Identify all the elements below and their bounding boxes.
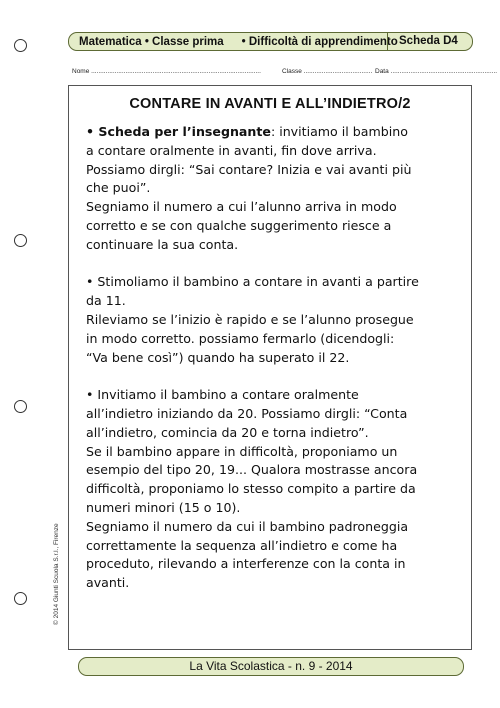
paragraph-2 [86, 273, 466, 367]
text-line: “Va bene così”) quando ha superato il 22. [86, 349, 350, 365]
text-line: Segniamo il numero a cui l’alunno arriva in modo [86, 199, 397, 215]
paragraph-1 [86, 123, 466, 255]
binder-hole [14, 592, 27, 605]
text-line: all’indietro iniziando da 20. Possiamo dirgli: “Conta [86, 405, 408, 421]
text-line: corretto e se con qualche suggerimento riesce a [86, 217, 392, 233]
text-line: • Stimoliamo il bambino a contare in avanti a partire [86, 274, 419, 290]
page-title: CONTARE IN AVANTI E ALL’INDIETRO/2 [129, 96, 411, 112]
footer-bar: La Vita Scolastica - n. 9 - 2014 [78, 657, 464, 676]
paragraph-3 [86, 386, 466, 593]
text-line: proceduto, rilevando a interferenze con la conta in [86, 556, 406, 572]
text-line: da 11. [86, 293, 126, 309]
text-line: Se il bambino appare in difficoltà, proponiamo un [86, 443, 398, 459]
text-line: difficoltà, proponiamo lo stesso compito a partire da [86, 481, 416, 497]
header-bar [68, 32, 473, 51]
text-line: esempio del tipo 20, 19... Qualora mostrasse ancora [86, 462, 418, 478]
binder-hole [14, 400, 27, 413]
instructions-text [86, 123, 466, 593]
header-topic: • Difficoltà di apprendimento [241, 35, 398, 48]
teacher-label: • Scheda per l’insegnante [86, 124, 271, 139]
text-line: Rileviamo se l’inizio è rapido e se l’alunno prosegue [86, 311, 414, 327]
student-info-row [72, 68, 498, 80]
text-line: correttamente la sequenza all’indietro e come ha [86, 537, 398, 553]
text-line: continuare la sua conta. [86, 236, 239, 252]
text-line: : invitiamo il bambino [270, 124, 408, 139]
text-line: avanti. [86, 575, 130, 591]
text-line: • Invitiamo il bambino a contare oralmente [86, 387, 359, 403]
date-field: Data ........................................................... [375, 68, 498, 75]
text-line: Possiamo dirgli: “Sai contare? Inizia e vai avanti più [86, 161, 412, 177]
binder-hole [14, 234, 27, 247]
text-line: in modo corretto. possiamo fermarlo (dicendogli: [86, 330, 395, 346]
header-subject: Matematica • Classe prima [79, 35, 224, 48]
text-line: a contare oralmente in avanti, fin dove arriva. [86, 142, 377, 158]
text-line: Segniamo il numero da cui il bambino padroneggia [86, 518, 409, 534]
copyright-notice: © 2014 Giunti Scuola S.r.l., Firenze [53, 523, 60, 625]
sheet-label: Scheda D4 [399, 35, 458, 47]
text-line: che puoi”. [86, 180, 151, 196]
name-field: Nome .............................................................................................. [72, 68, 261, 75]
text-line: numeri minori (15 o 10). [86, 499, 241, 515]
class-field: Classe ...................................... [282, 68, 373, 75]
binder-hole [14, 39, 27, 52]
header-divider [387, 32, 388, 51]
text-line: all’indietro, comincia da 20 e torna indietro”. [86, 424, 369, 440]
